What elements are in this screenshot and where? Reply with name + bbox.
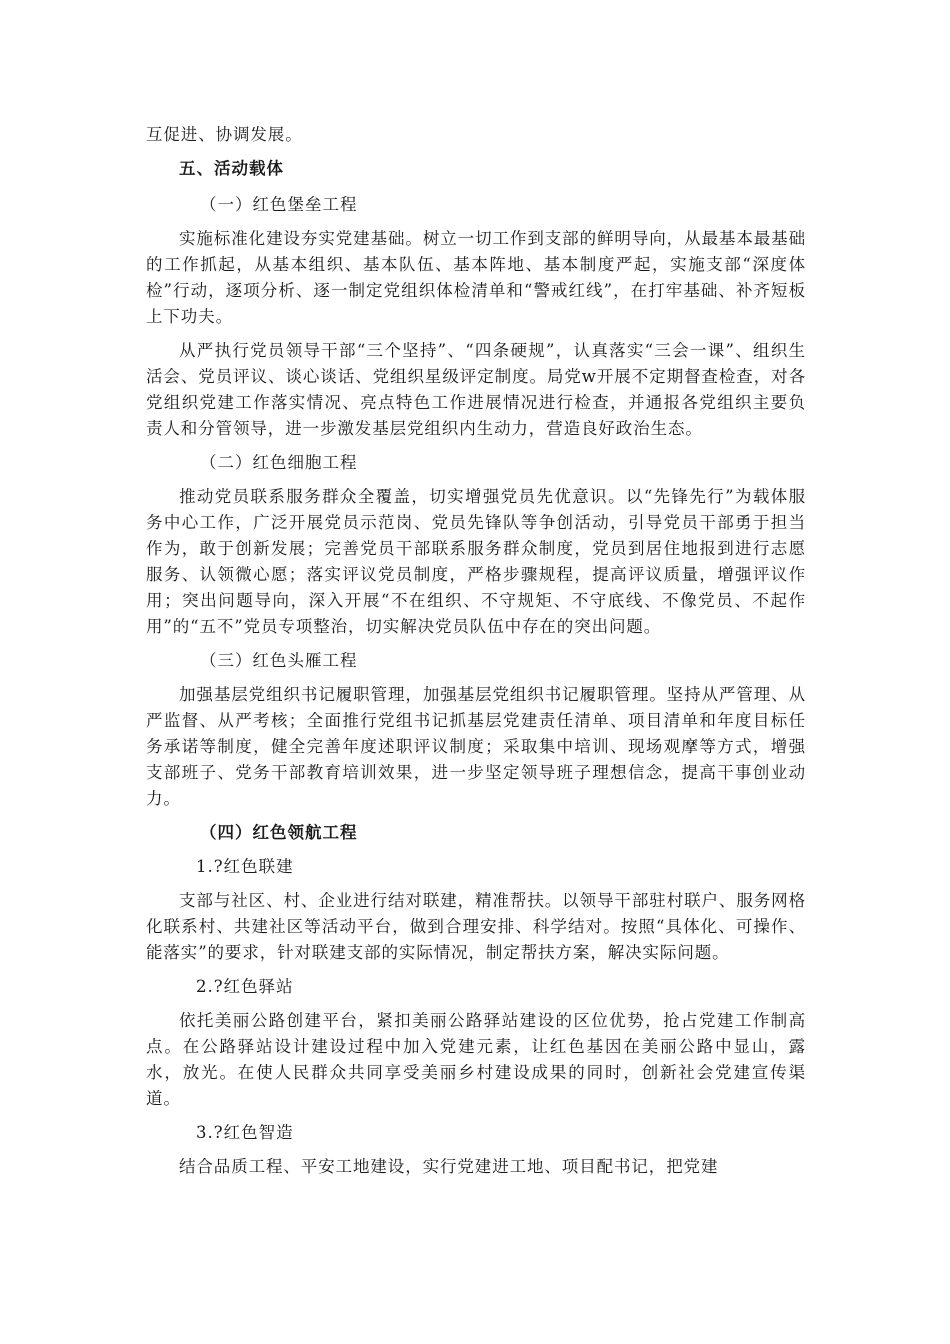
subsection-heading-1: （一）红色堡垒工程 xyxy=(200,195,358,214)
item-heading-2: 2.?红色驿站 xyxy=(196,977,294,996)
intro-fragment: 互促进、协调发展。 xyxy=(146,125,303,144)
paragraph: 实施标准化建设夯实党建基础。树立一切工作到支部的鲜明导向，从最基本最基础的工作抓起，从基本组织、基本队伍、基本阵地、基本制度严起，实施支部“深度体检”行动，逐项分析、逐一制定党组织体检清单和“警戒红线”，在打牢基础、补齐短板上下功夫。 xyxy=(146,229,806,326)
subsection-heading-2: （二）红色细胞工程 xyxy=(200,453,358,472)
paragraph: 依托美丽公路创建平台，紧扣美丽公路驿站建设的区位优势，抢占党建工作制高点。在公路驿站设计建设过程中加入党建元素，让红色基因在美丽公路中显山，露水，放光。在使人民群众共同享受美丽乡村建设成果的同时，创新社会党建宣传渠道。 xyxy=(146,1011,806,1108)
paragraph: 从严执行党员领导干部“三个坚持”、“四条硬规”，认真落实“三会一课”、组织生活会、党员评议、谈心谈话、党组织星级评定制度。局党w开展不定期督查检查，对各党组织党建工作落实情况、亮点特色工作进展情况进行检查，并通报各党组织主要负责人和分管领导，进一步激发基层党组织内生动力，营造良好政治生态。 xyxy=(146,341,806,438)
paragraph: 加强基层党组织书记履职管理，加强基层党组织书记履职管理。坚持从严管理、从严监督、从严考核；全面推行党组书记抓基层党建责任清单、项目清单和年度目标任务承诺等制度，健全完善年度述职评议制度；采取集中培训、现场观摩等方式，增强支部班子、党务干部教育培训效果，进一步坚定领导班子理想信念，提高干事创业动力。 xyxy=(146,685,806,808)
subsection-heading-4: （四）红色领航工程 xyxy=(200,823,358,842)
paragraph: 结合品质工程、平安工地建设，实行党建进工地、项目配书记，把党建 xyxy=(179,1157,719,1176)
paragraph: 推动党员联系服务群众全覆盖，切实增强党员先优意识。以“先锋先行”为载体服务中心工作，广泛开展党员示范岗、党员先锋队等争创活动，引导党员干部勇于担当作为，敢于创新发展；完善党员干部联系服务群众制度，党员到居住地报到进行志愿服务、认领微心愿；落实评议党员制度，严格步骤规程，提高评议质量，增强评议作用；突出问题导向，深入开展“不在组织、不守规矩、不守底线、不像党员、不起作用”的“五不”党员专项整治，切实解决党员队伍中存在的突出问题。 xyxy=(146,487,806,636)
item-heading-3: 3.?红色智造 xyxy=(196,1123,294,1142)
paragraph: 支部与社区、村、企业进行结对联建，精准帮扶。以领导干部驻村联户、服务网格化联系村、共建社区等活动平台，做到合理安排、科学结对。按照“具体化、可操作、能落实”的要求，针对联建支部的实际情况，制定帮扶方案，解决实际问题。 xyxy=(146,891,806,962)
section-title: 五、活动载体 xyxy=(179,159,284,178)
document-body xyxy=(146,122,806,1188)
subsection-heading-3: （三）红色头雁工程 xyxy=(200,651,358,670)
item-heading-1: 1.?红色联建 xyxy=(196,857,294,876)
